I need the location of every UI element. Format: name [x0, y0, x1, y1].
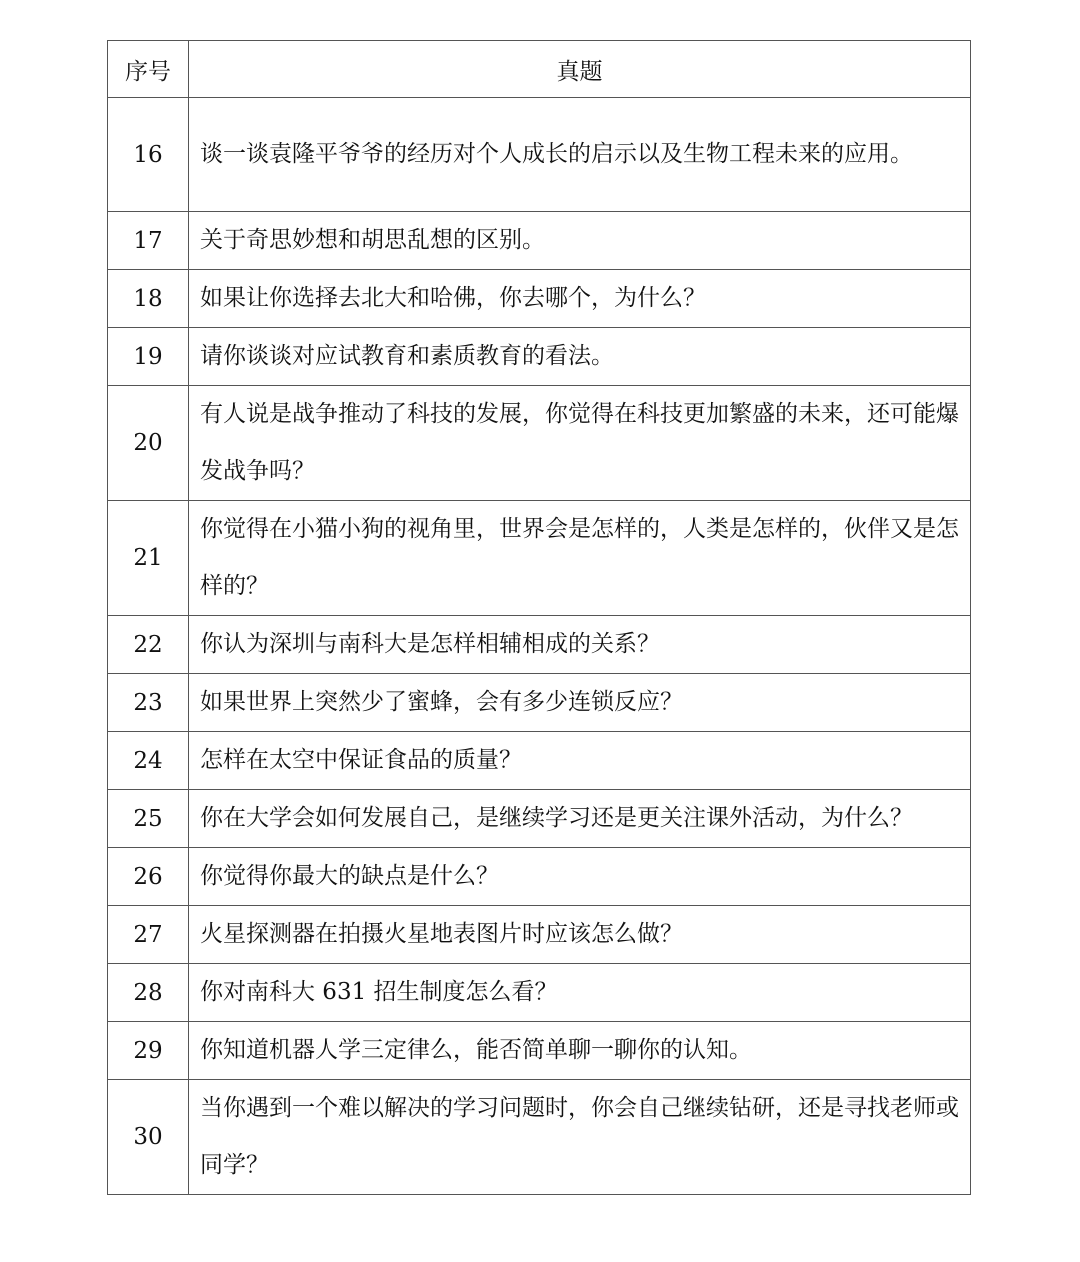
row-number: 16 [108, 98, 189, 212]
row-number: 30 [108, 1080, 189, 1195]
row-number: 21 [108, 501, 189, 616]
table-row [108, 98, 971, 212]
table-row [108, 501, 971, 616]
row-number: 29 [108, 1022, 189, 1080]
row-number: 26 [108, 848, 189, 906]
row-question: 谈一谈袁隆平爷爷的经历对个人成长的启示以及生物工程未来的应用。 [189, 98, 971, 212]
table-row [108, 1080, 971, 1195]
row-number: 22 [108, 616, 189, 674]
row-question: 请你谈谈对应试教育和素质教育的看法。 [189, 328, 971, 386]
table-header-row [108, 41, 971, 98]
table-row [108, 212, 971, 270]
table-row [108, 616, 971, 674]
table-row [108, 732, 971, 790]
row-question: 怎样在太空中保证食品的质量？ [189, 732, 971, 790]
row-question: 你知道机器人学三定律么，能否简单聊一聊你的认知。 [189, 1022, 971, 1080]
row-question: 火星探测器在拍摄火星地表图片时应该怎么做？ [189, 906, 971, 964]
row-number: 19 [108, 328, 189, 386]
table-row [108, 328, 971, 386]
row-number: 17 [108, 212, 189, 270]
row-question: 如果世界上突然少了蜜蜂，会有多少连锁反应？ [189, 674, 971, 732]
table-row [108, 964, 971, 1022]
row-question: 你对南科大 631 招生制度怎么看？ [189, 964, 971, 1022]
row-question: 有人说是战争推动了科技的发展，你觉得在科技更加繁盛的未来，还可能爆发战争吗？ [189, 386, 971, 501]
table-row [108, 1022, 971, 1080]
table-row [108, 790, 971, 848]
table-row [108, 906, 971, 964]
document-page [107, 40, 970, 1195]
row-number: 24 [108, 732, 189, 790]
row-question: 当你遇到一个难以解决的学习问题时，你会自己继续钻研，还是寻找老师或同学？ [189, 1080, 971, 1195]
row-question: 你觉得在小猫小狗的视角里，世界会是怎样的，人类是怎样的，伙伴又是怎样的？ [189, 501, 971, 616]
table-row [108, 386, 971, 501]
row-question: 你认为深圳与南科大是怎样相辅相成的关系？ [189, 616, 971, 674]
row-number: 18 [108, 270, 189, 328]
row-number: 20 [108, 386, 189, 501]
table-row [108, 848, 971, 906]
table-row [108, 674, 971, 732]
table-row [108, 270, 971, 328]
row-question: 关于奇思妙想和胡思乱想的区别。 [189, 212, 971, 270]
row-number: 28 [108, 964, 189, 1022]
row-question: 如果让你选择去北大和哈佛，你去哪个，为什么？ [189, 270, 971, 328]
row-question: 你在大学会如何发展自己，是继续学习还是更关注课外活动，为什么？ [189, 790, 971, 848]
header-question: 真题 [189, 41, 971, 98]
row-number: 27 [108, 906, 189, 964]
row-number: 23 [108, 674, 189, 732]
questions-table [107, 40, 971, 1195]
row-number: 25 [108, 790, 189, 848]
row-question: 你觉得你最大的缺点是什么？ [189, 848, 971, 906]
header-number: 序号 [108, 41, 189, 98]
